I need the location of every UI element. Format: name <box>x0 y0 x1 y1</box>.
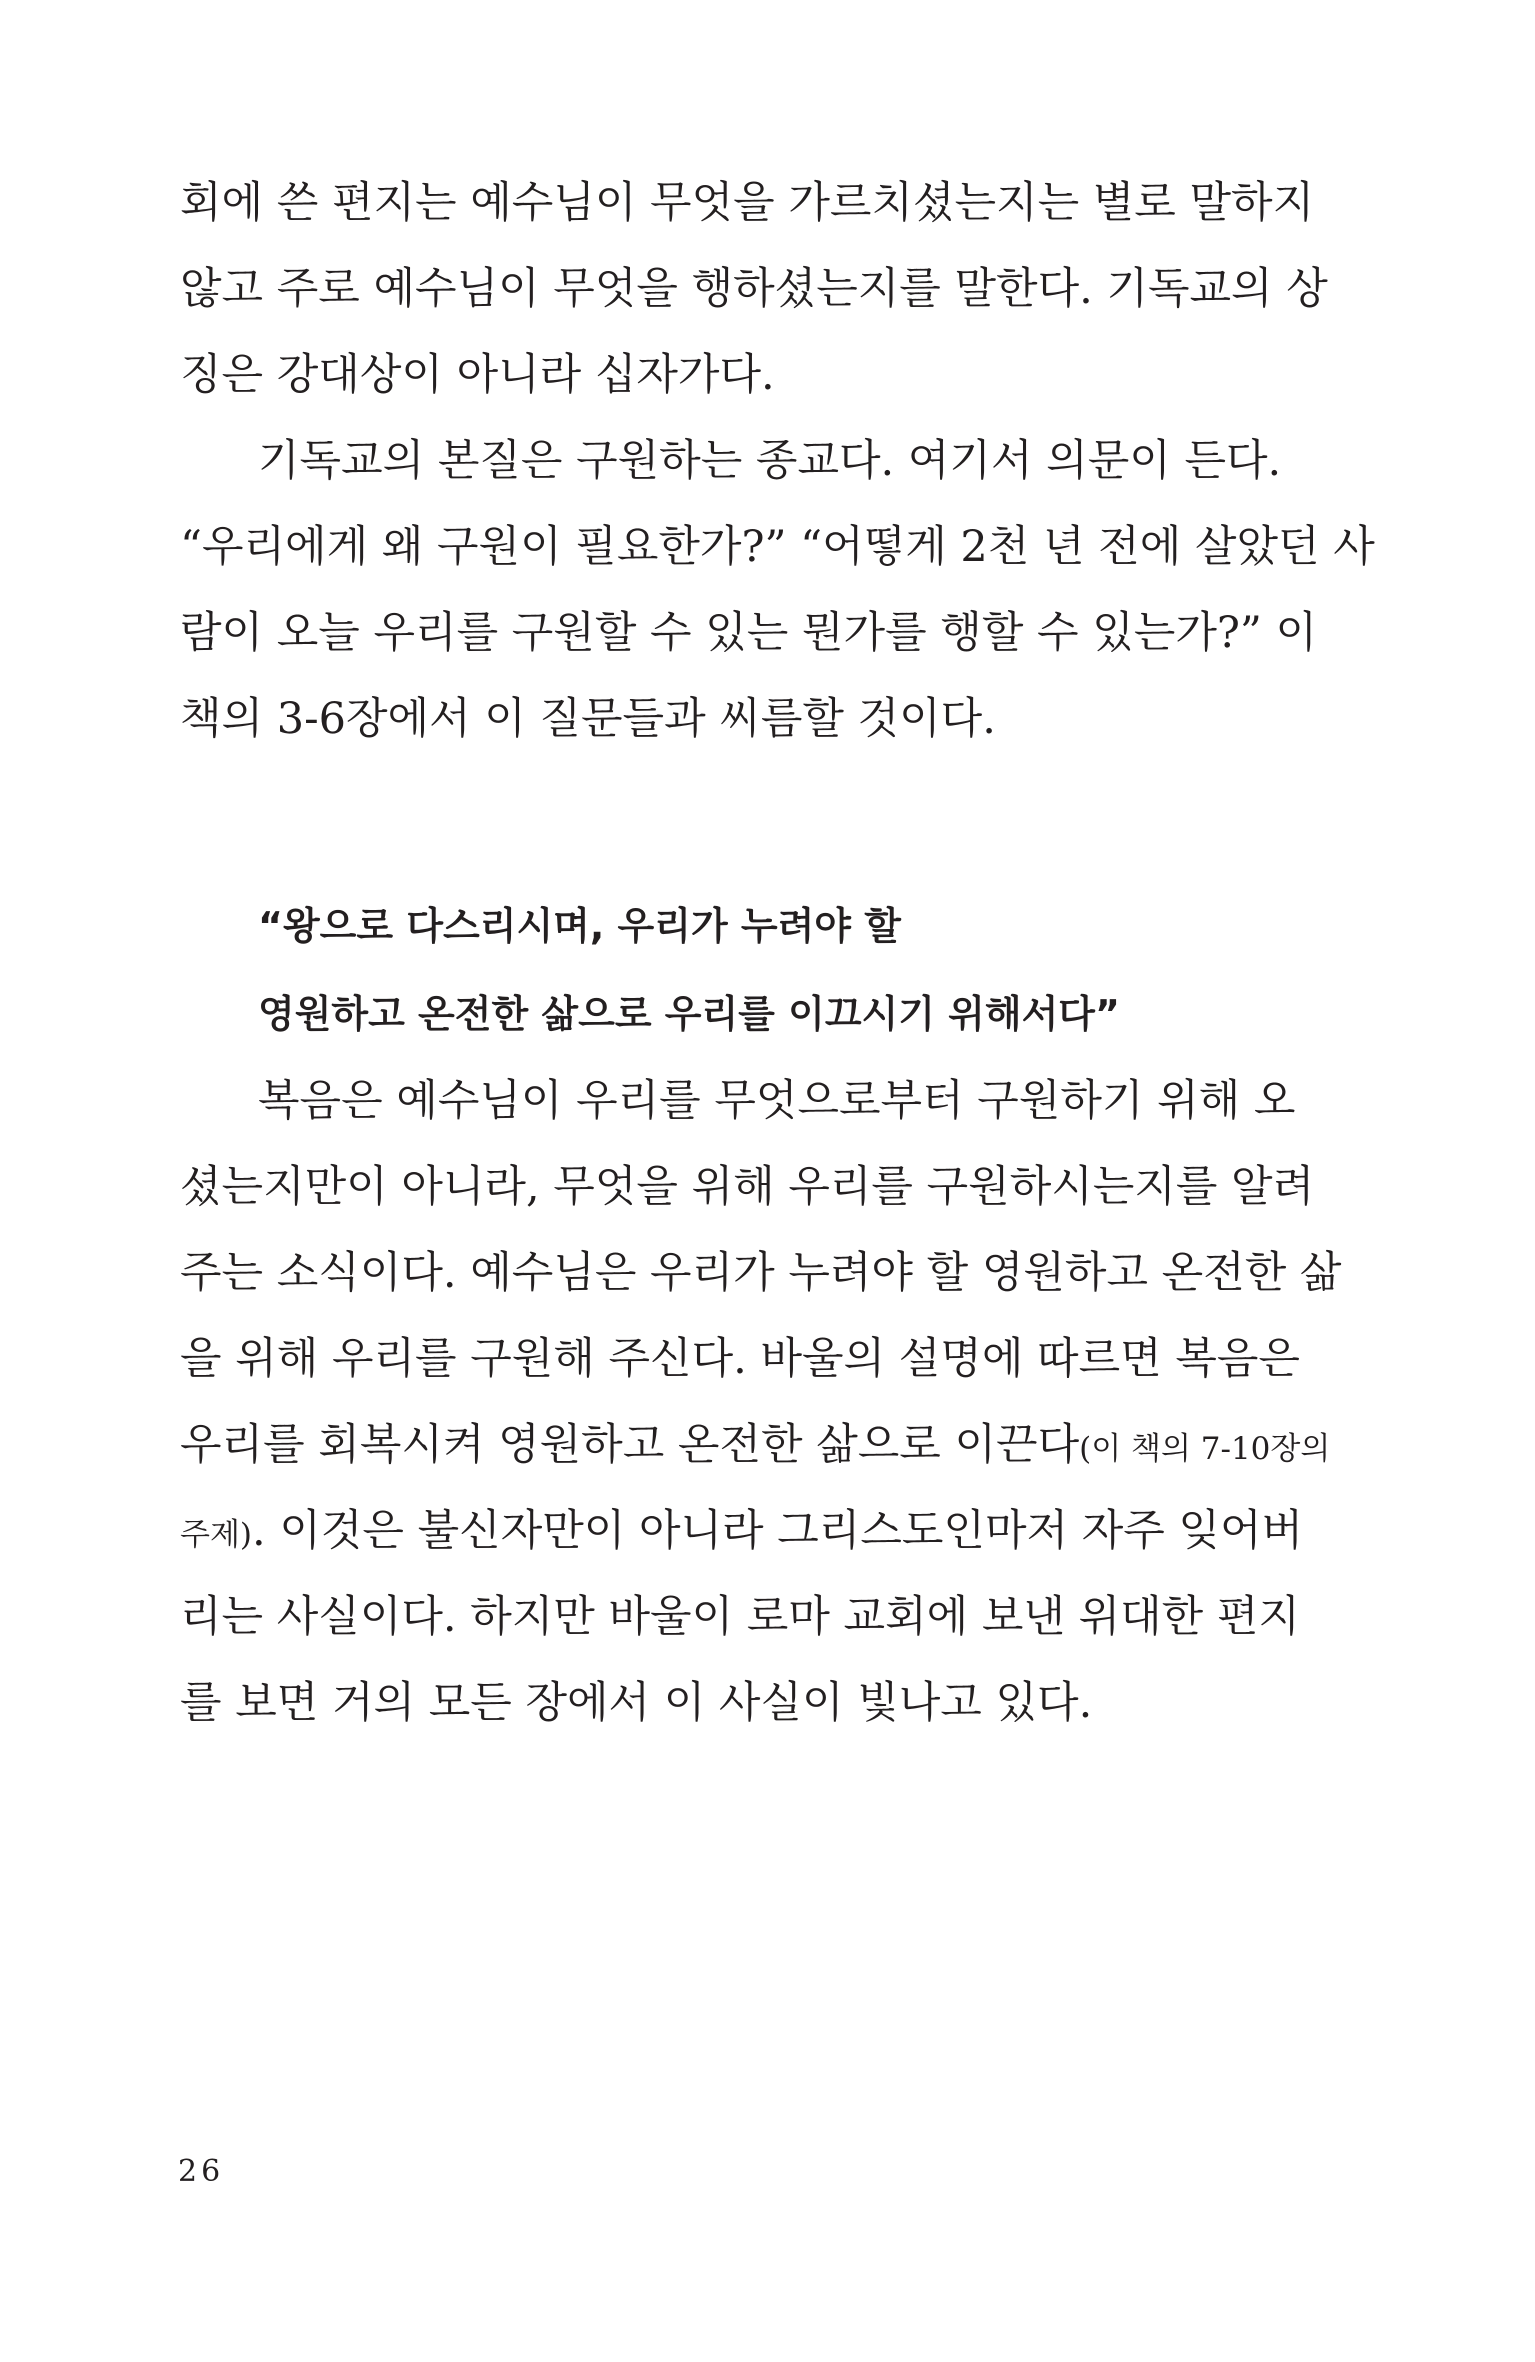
paragraph-3-line-8: 를 보면 거의 모든 장에서 이 사실이 빛나고 있다. <box>180 1678 1093 1728</box>
chapter-reference-note-end: 주제) <box>180 1517 252 1553</box>
paragraph-3-line-6-main: . 이것은 불신자만이 아니라 그리스도인마저 자주 잊어버 <box>252 1506 1304 1556</box>
paragraph-1-line-2: 않고 주로 예수님이 무엇을 행하셨는지를 말한다. 기독교의 상 <box>180 264 1328 314</box>
paragraph-3-line-4: 을 위해 우리를 구원해 주신다. 바울의 설명에 따르면 복음은 <box>180 1334 1300 1384</box>
paragraph-2-line-4: 책의 3-6장에서 이 질문들과 씨름할 것이다. <box>180 694 996 744</box>
paragraph-2-line-2: “우리에게 왜 구원이 필요한가?” “어떻게 2천 년 전에 살았던 사 <box>180 522 1375 572</box>
section-heading <box>258 882 1120 1058</box>
text-block-top <box>180 160 1375 762</box>
chapter-reference-note: (이 책의 7-10장의 <box>1079 1431 1331 1467</box>
text-block-bottom <box>180 1058 1342 1746</box>
paragraph-1-line-1: 회에 쓴 편지는 예수님이 무엇을 가르치셨는지는 별로 말하지 <box>180 178 1315 228</box>
paragraph-2-line-1: 기독교의 본질은 구원하는 종교다. 여기서 의문이 든다. <box>258 436 1282 486</box>
paragraph-2-line-3: 람이 오늘 우리를 구원할 수 있는 뭔가를 행할 수 있는가?” 이 <box>180 608 1318 658</box>
paragraph-3-line-5-main: 우리를 회복시켜 영원하고 온전한 삶으로 이끈다 <box>180 1420 1080 1470</box>
page-number: 26 <box>178 2154 225 2189</box>
section-heading-line-1: “왕으로 다스리시며, 우리가 누려야 할 <box>258 904 901 948</box>
paragraph-3-line-6 <box>180 1488 1304 1574</box>
paragraph-3-line-7: 리는 사실이다. 하지만 바울이 로마 교회에 보낸 위대한 편지 <box>180 1592 1300 1642</box>
section-heading-line-2: 영원하고 온전한 삶으로 우리를 이끄시기 위해서다” <box>258 992 1120 1036</box>
paragraph-3-line-3: 주는 소식이다. 예수님은 우리가 누려야 할 영원하고 온전한 삶 <box>180 1248 1342 1298</box>
paragraph-3-line-1: 복음은 예수님이 우리를 무엇으로부터 구원하기 위해 오 <box>258 1076 1296 1126</box>
paragraph-3-line-2: 셨는지만이 아니라, 무엇을 위해 우리를 구원하시는지를 알려 <box>180 1162 1315 1212</box>
paragraph-3-line-5 <box>180 1402 1331 1488</box>
paragraph-1-line-3: 징은 강대상이 아니라 십자가다. <box>180 350 775 400</box>
